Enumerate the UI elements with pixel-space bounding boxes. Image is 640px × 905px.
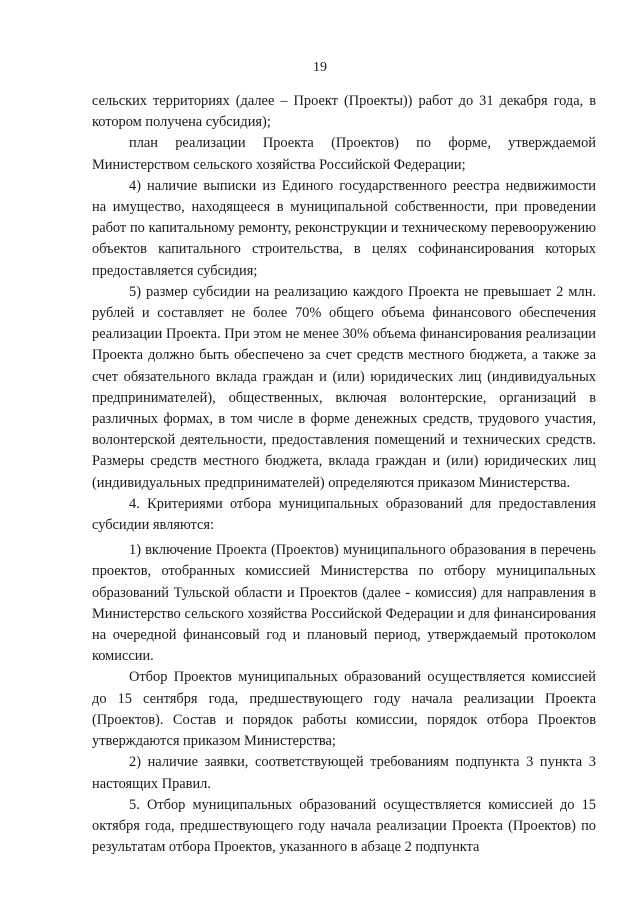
paragraph: 4. Критериями отбора муниципальных образований для предоставления субсидии являются: xyxy=(92,495,596,534)
page-number: 19 xyxy=(313,60,327,75)
paragraph: сельских территориях (далее – Проект (Проекты)) работ до 31 декабря года, в котором получена субсидия); xyxy=(92,93,596,131)
paragraph: 5) размер субсидии на реализацию каждого Проекта не превышает 2 млн. рублей и составляет не более 70% общего объема финансового обеспечения реализации Проекта. При этом не менее 30% объема финансирования реализации Проекта должно быть обеспечено за счет средств местного бюджета, а также за счет обязательного вклада граждан и (или) юридических лиц (индивидуальных предпринимателей), общественных, включая волонтерские, организаций в различных формах, в том числе в форме денежных средств, трудового участия, волонтерской деятельности, предоставления помещений и технических средств. Размеры средств местного бюджета, вклада граждан и (или) юридических лиц (индивидуальных предпринимателей) определяются приказом Министерства. xyxy=(92,283,596,491)
paragraph: 2) наличие заявки, соответствующей требованиям подпункта 3 пункта 3 настоящих Правил. xyxy=(92,754,596,792)
paragraph: 5. Отбор муниципальных образований осуществляется комиссией до 15 октября года, предшествующего году начала реализации Проекта (Проектов) по результатам отбора Проектов, указанного в абзаце 2 подпункта xyxy=(92,796,596,856)
paragraph: Отбор Проектов муниципальных образований осуществляется комиссией до 15 сентября года, предшествующего году начала реализации Проекта (Проектов). Состав и порядок работы комиссии, порядок отбора Проектов утверждаются приказом Министерства; xyxy=(92,669,596,750)
paragraph: 1) включение Проекта (Проектов) муниципального образования в перечень проектов, отобранных комиссией Министерства по отбору муниципальных образований Тульской области и Проектов (далее - комиссия) для направления в Министерство сельского хозяйства Российской Федерации и для финансирования на очередной финансовый год и плановый период, утверждаемый протоколом комиссии. xyxy=(92,542,596,665)
paragraph: план реализации Проекта (Проектов) по форме, утверждаемой Министерством сельского хозяйства Российской Федерации; xyxy=(92,135,596,173)
document-body xyxy=(92,91,596,858)
paragraph: 4) наличие выписки из Единого государственного реестра недвижимости на имущество, находящееся в муниципальной собственности, при проведении работ по капитальному ремонту, реконструкции и техническому перевооружению объектов капитального строительства, в целях софинансирования которых предоставляется субсидия; xyxy=(92,177,596,279)
